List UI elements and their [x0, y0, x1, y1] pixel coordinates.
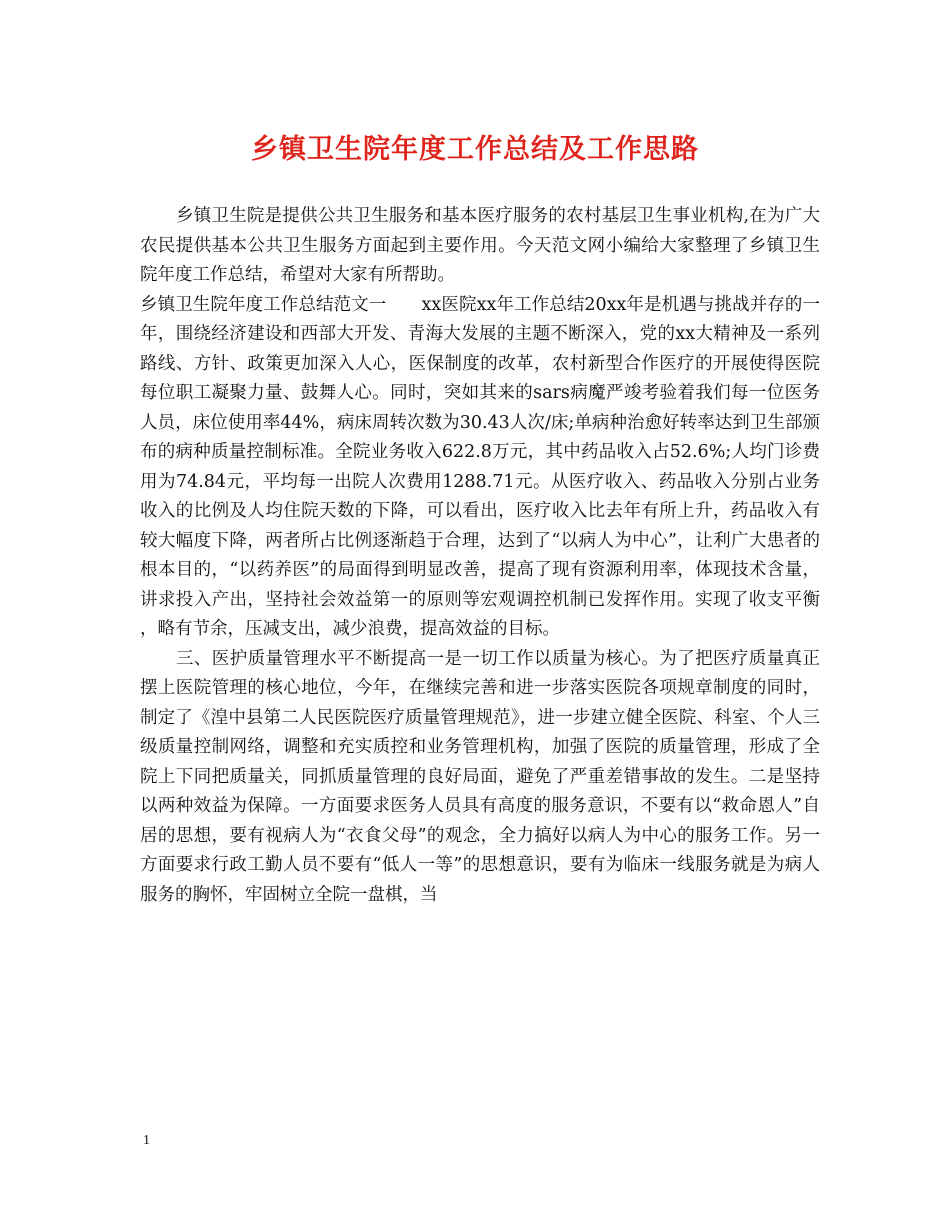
document-body [140, 202, 820, 910]
paragraph-intro: 乡镇卫生院是提供公共卫生服务和基本医疗服务的农村基层卫生事业机构,在为广大农民提供基本公共卫生服务方面起到主要作用。今天范文网小编给大家整理了乡镇卫生院年度工作总结，希望对大家有所帮助。 [140, 206, 820, 285]
paragraph-quality-management: 三、医护质量管理水平不断提高一是一切工作以质量为核心。为了把医疗质量真正摆上医院管理的核心地位，今年，在继续完善和进一步落实医院各项规章制度的同时，制定了《湟中县第二人民医院医疗质量管理规范》，进一步建立健全医院、科室、个人三级质量控制网络，调整和充实质控和业务管理机构，加强了医院的质量管理，形成了全院上下同把质量关，同抓质量管理的良好局面，避免了严重差错事故的发生。二是坚持以两种效益为保障。一方面要求医务人员具有高度的服务意识，不要有以“救命恩人”自居的思想，要有视病人为“衣食父母”的观念，全力搞好以病人为中心的服务工作。另一方面要求行政工勤人员不要有“低人一等”的思想意识，要有为临床一线服务就是为病人服务的胸怀，牢固树立全院一盘棋，当 [140, 648, 820, 905]
paragraph-sample-one: 乡镇卫生院年度工作总结范文一 xx医院xx年工作总结20xx年是机遇与挑战并存的一年，围绕经济建设和西部大开发、青海大发展的主题不断深入，党的xx大精神及一系列路线、方针、政策更加深入人心，医保制度的改革，农村新型合作医疗的开展使得医院每位职工凝聚力量、鼓舞人心。同时，突如其来的sars病魔严竣考验着我们每一位医务人员，床位使用率44%，病床周转次数为30.43人次/床;单病种治愈好转率达到卫生部颁布的病种质量控制标准。全院业务收入622.8万元，其中药品收入占52.6%;人均门诊费用为74.84元，平均每一出院人次费用1288.71元。从医疗收入、药品收入分别占业务收入的比例及人均住院天数的下降，可以看出，医疗收入比去年有所上升，药品收入有较大幅度下降，两者所占比例逐渐趋于合理，达到了“以病人为中心”，让利广大患者的根本目的，“以药养医”的局面得到明显改善，提高了现有资源利用率，体现技术含量，讲求投入产出，坚持社会效益第一的原则等宏观调控机制已发挥作用。实现了收支平衡，略有节余，压减支出，减少浪费，提高效益的目标。 [140, 294, 820, 639]
document-title: 乡镇卫生院年度工作总结及工作思路 [251, 134, 699, 165]
page-number: 1 [143, 1133, 150, 1148]
